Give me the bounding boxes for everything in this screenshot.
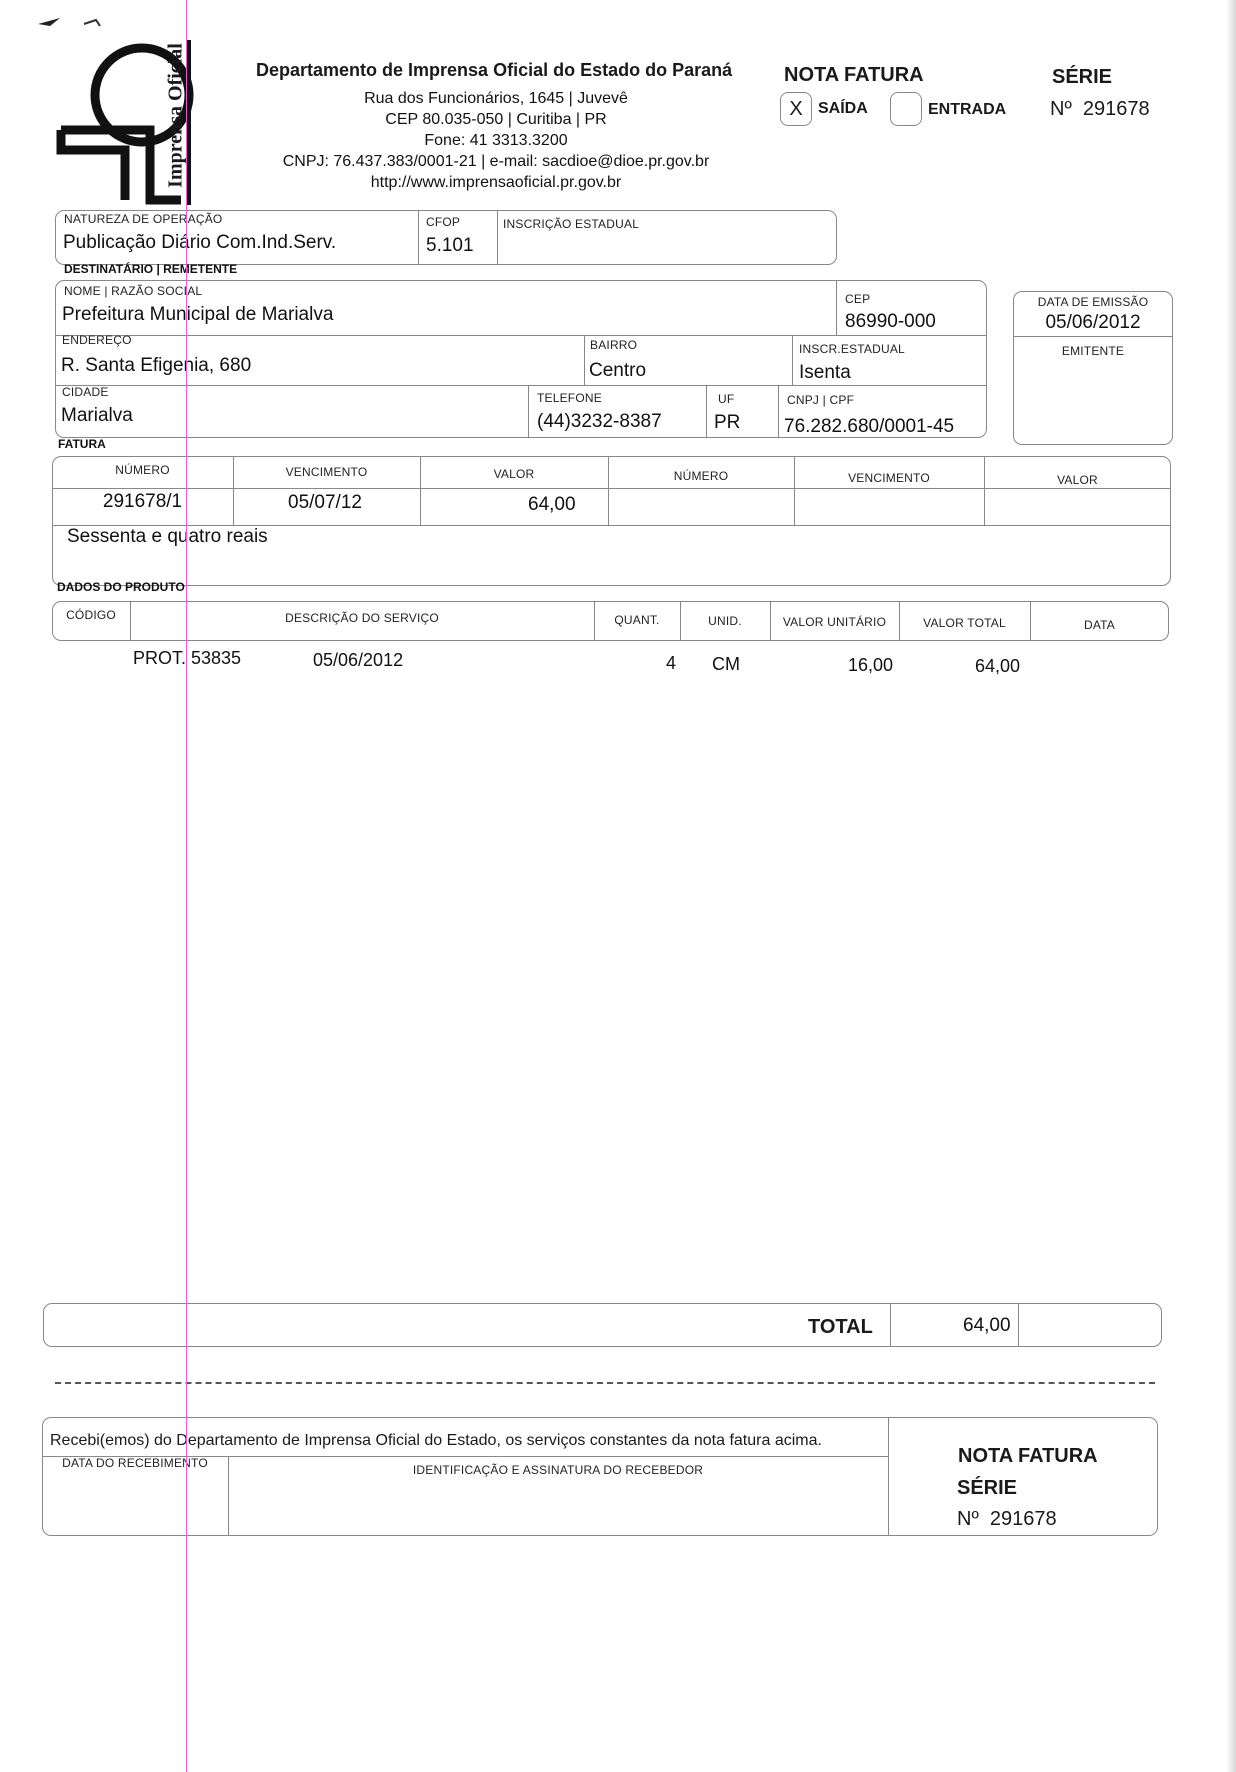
col-descricao: DESCRIÇÃO DO SERVIÇO — [285, 611, 439, 625]
row-valor-total: 64,00 — [975, 656, 1021, 676]
inscr-label: INSCR.ESTADUAL — [799, 342, 905, 356]
phone: Fone: 41 3313.3200 — [424, 132, 568, 149]
fatura-col-vencimento: VENCIMENTO — [285, 465, 368, 479]
nome-value: Prefeitura Municipal de Marialva — [62, 304, 334, 325]
fatura-vencimento: 05/07/12 — [288, 492, 362, 513]
products-section-label: DADOS DO PRODUTO — [57, 580, 185, 594]
uf-value: PR — [714, 412, 741, 433]
right-edge-shadow — [1226, 0, 1236, 1772]
org-name: Departamento de Imprensa Oficial do Estado do Paraná — [256, 60, 733, 80]
cut-line — [55, 1382, 1155, 1384]
fatura-section-label: FATURA — [58, 437, 106, 451]
bairro-value: Centro — [589, 360, 647, 381]
cidade-label: CIDADE — [62, 385, 109, 399]
fatura-extenso: Sessenta e quatro reais — [67, 526, 268, 547]
website: http://www.imprensaoficial.pr.gov.br — [370, 174, 622, 191]
cidade-value: Marialva — [61, 405, 133, 426]
fatura-valor: 64,00 — [528, 494, 576, 515]
nome-label: NOME | RAZÃO SOCIAL — [64, 284, 203, 298]
receipt-signature-label: IDENTIFICAÇÃO E ASSINATURA DO RECEBEDOR — [412, 1463, 704, 1477]
fatura-col-vencimento-2: VENCIMENTO — [848, 471, 930, 485]
cfop-label: CFOP — [426, 215, 461, 229]
logo — [55, 30, 215, 210]
telefone-value: (44)3232-8387 — [537, 411, 662, 432]
row-descricao: 05/06/2012 — [313, 650, 404, 670]
fatura-numero: 291678/1 — [102, 491, 183, 512]
total-label: TOTAL — [808, 1316, 873, 1338]
inscr-value: Isenta — [799, 362, 851, 383]
scan-margin-line — [186, 0, 187, 1772]
bairro-label: BAIRRO — [590, 338, 638, 352]
col-valor-unitario: VALOR UNITÁRIO — [782, 615, 887, 629]
address-line2: CEP 80.035-050 | Curitiba | PR — [385, 111, 607, 128]
cnpj-value: 76.282.680/0001-45 — [784, 416, 955, 437]
col-unid: UNID. — [708, 614, 742, 628]
fatura-col-valor-2: VALOR — [1057, 473, 1098, 487]
row-unid: CM — [712, 654, 740, 674]
uf-label: UF — [718, 392, 735, 406]
inscricao-label: INSCRIÇÃO ESTADUAL — [503, 217, 640, 231]
scan-mark — [36, 14, 116, 34]
saida-checkbox[interactable]: X — [780, 92, 812, 126]
scan-artifact-icon — [36, 14, 116, 34]
serie-label: SÉRIE — [1052, 66, 1113, 88]
cnpj-email: CNPJ: 76.437.383/0001-21 | e-mail: sacdioe@dioe.pr.gov.br — [282, 153, 710, 170]
col-codigo: CÓDIGO — [66, 608, 116, 622]
natureza-label: NATUREZA DE OPERAÇÃO — [64, 212, 223, 226]
logo-mark-icon — [55, 30, 215, 210]
cep-label: CEP — [845, 292, 871, 306]
invoice-number: Nº 291678 — [1050, 98, 1150, 120]
receipt-serie-label: SÉRIE — [957, 1477, 1018, 1499]
col-data: DATA — [1083, 618, 1116, 632]
col-quant: QUANT. — [614, 613, 660, 627]
endereco-label: ENDEREÇO — [62, 333, 132, 347]
fatura-col-numero: NÚMERO — [115, 463, 170, 477]
total-value: 64,00 — [963, 1315, 1011, 1336]
cfop-value: 5.101 — [426, 235, 474, 256]
row-valor-unitario: 16,00 — [848, 655, 894, 675]
natureza-value: Publicação Diário Com.Ind.Serv. — [63, 232, 337, 253]
fatura-col-numero-2: NÚMERO — [673, 469, 729, 483]
cep-value: 86990-000 — [845, 311, 936, 332]
emission-date-value: 05/06/2012 — [1045, 312, 1141, 333]
emitente-label: EMITENTE — [1061, 344, 1125, 358]
saida-label: SAÍDA — [818, 100, 868, 117]
address-line1: Rua dos Funcionários, 1645 | Juvevê — [364, 90, 628, 107]
receipt-statement: Recebi(emos) do Departamento de Imprensa Oficial do Estado, os serviços constantes da nota fatura acima. — [50, 1432, 822, 1449]
receipt-number: Nº 291678 — [957, 1508, 1057, 1530]
cnpj-label: CNPJ | CPF — [787, 393, 855, 407]
doc-title: NOTA FATURA — [784, 64, 924, 86]
receipt-date-label: DATA DO RECEBIMENTO — [62, 1456, 208, 1470]
entrada-label: ENTRADA — [928, 101, 1007, 118]
endereco-value: R. Santa Efigenia, 680 — [61, 355, 252, 376]
fatura-col-valor: VALOR — [493, 467, 535, 481]
logo-brand-text: Imprensa Oficial — [164, 43, 187, 188]
entrada-checkbox[interactable] — [890, 92, 922, 126]
telefone-label: TELEFONE — [537, 391, 602, 405]
row-quant: 4 — [666, 653, 677, 673]
emission-date-label: DATA DE EMISSÃO — [1037, 295, 1149, 309]
row-codigo: PROT. 53835 — [133, 648, 242, 668]
recipient-section-label: DESTINATÁRIO | REMETENTE — [64, 262, 238, 276]
col-valor-total: VALOR TOTAL — [923, 616, 1006, 630]
receipt-doc-title: NOTA FATURA — [958, 1445, 1098, 1467]
